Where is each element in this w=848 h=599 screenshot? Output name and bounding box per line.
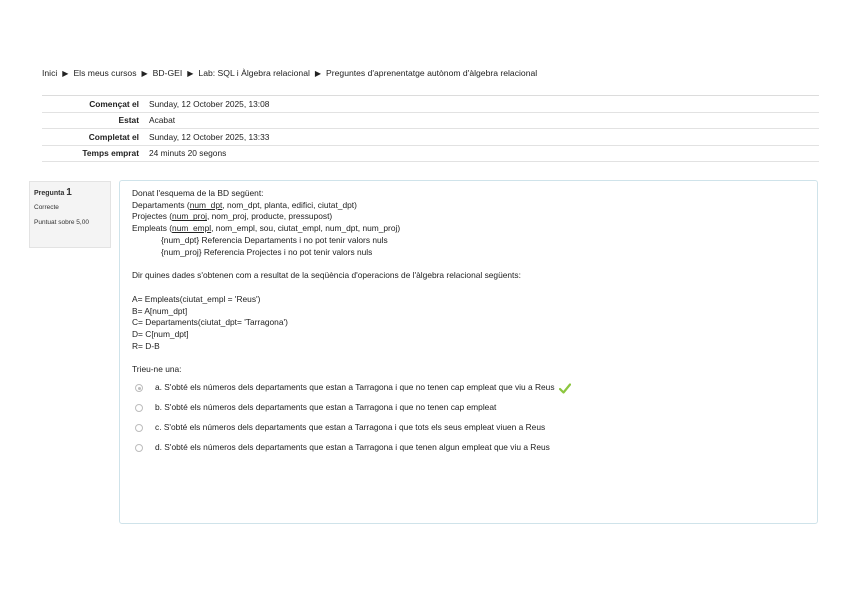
breadcrumb-my-courses[interactable]: Els meus cursos <box>73 68 137 78</box>
summary-value: Acabat <box>149 115 176 126</box>
operation-line: A= Empleats(ciutat_empl = 'Reus') <box>132 293 261 304</box>
breadcrumb <box>42 68 537 78</box>
schema-attributes: , nom_dpt, planta, edifici, ciutat_dpt) <box>222 199 357 210</box>
answer-option-text: d. S'obté els números dels departaments que estan a Tarragona i que tenen algun empleat que viu a Reus <box>155 442 550 453</box>
breadcrumb-home[interactable]: Inici <box>42 68 58 78</box>
schema-primary-key: num_dpt <box>189 199 223 210</box>
summary-value: 24 minuts 20 segons <box>149 148 227 159</box>
radio-button[interactable] <box>135 404 143 412</box>
schema-primary-key: num_proj <box>172 211 207 222</box>
question-info-panel <box>29 181 111 248</box>
attempt-summary-table <box>42 95 819 162</box>
breadcrumb-course[interactable]: BD-GEI <box>152 68 183 78</box>
question-intro: Donat l'esquema de la BD següent: <box>132 188 264 198</box>
answer-options <box>132 378 805 458</box>
question-number-value: 1 <box>66 187 72 198</box>
answer-option-text: b. S'obté els números dels departaments que estan a Tarragona i que no tenen cap empleat <box>155 402 497 413</box>
summary-label: Estat <box>118 115 139 126</box>
breadcrumb-separator-icon: ▶ <box>141 68 148 78</box>
breadcrumb-quiz[interactable]: Preguntes d'aprenentatge autònom d'àlgebra relacional <box>326 68 538 78</box>
question-prompt: Dir quines dades s'obtenen com a resultat de la seqüència d'operacions de l'àlgebra relacional següents: <box>132 270 521 281</box>
operation-line: C= Departaments(ciutat_dpt= 'Tarragona') <box>132 317 288 328</box>
schema-projectes: Projectes (num_proj, nom_proj, producte, pressupost) <box>132 211 333 222</box>
summary-value: Sunday, 12 October 2025, 13:33 <box>149 131 270 142</box>
summary-value: Sunday, 12 October 2025, 13:08 <box>149 98 270 109</box>
schema-primary-key: num_empl <box>172 223 212 234</box>
question-label: Pregunta <box>34 190 65 197</box>
schema-attributes: , nom_proj, producte, pressupost) <box>206 211 333 222</box>
operation-line: R= D-B <box>132 340 160 351</box>
correct-check-icon <box>559 383 571 394</box>
schema-table-name: Projectes <box>132 211 167 222</box>
radio-button[interactable] <box>135 424 143 432</box>
breadcrumb-separator-icon: ▶ <box>187 68 194 78</box>
answer-option-a[interactable] <box>132 378 805 398</box>
summary-label: Completat el <box>88 131 139 142</box>
schema-empleats: Empleats (num_empl, nom_empl, sou, ciutat_empl, num_dpt, num_proj) <box>132 223 401 234</box>
summary-row-started <box>42 96 819 113</box>
foreign-key-proj: {num_proj} Referencia Projectes i no pot tenir valors nuls <box>161 246 373 257</box>
answer-option-d[interactable] <box>132 438 805 458</box>
operation-line: B= A[num_dpt] <box>132 305 188 316</box>
choose-one-label: Trieu-ne una: <box>132 364 182 375</box>
radio-button-selected[interactable] <box>135 384 143 392</box>
schema-table-name: Empleats <box>132 223 167 234</box>
question-grade: Puntuat sobre 5,00 <box>34 219 89 226</box>
breadcrumb-separator-icon: ▶ <box>314 68 322 78</box>
question-content <box>119 180 818 524</box>
summary-label: Temps emprat <box>82 148 139 159</box>
summary-row-completed <box>42 129 819 146</box>
question-number <box>34 187 106 198</box>
radio-button[interactable] <box>135 444 143 452</box>
summary-label: Començat el <box>89 98 139 109</box>
answer-option-b[interactable] <box>132 398 805 418</box>
breadcrumb-section[interactable]: Lab: SQL i Àlgebra relacional <box>198 68 310 78</box>
foreign-key-dpt: {num_dpt} Referencia Departaments i no pot tenir valors nuls <box>161 234 388 245</box>
schema-departaments: Departaments (num_dpt, nom_dpt, planta, edifici, ciutat_dpt) <box>132 199 357 210</box>
schema-attributes: , nom_empl, sou, ciutat_empl, num_dpt, num_proj) <box>211 223 401 234</box>
schema-table-name: Departaments <box>132 199 185 210</box>
operation-line: D= C[num_dpt] <box>132 329 189 340</box>
answer-option-c[interactable] <box>132 418 805 438</box>
summary-row-time-taken <box>42 146 819 163</box>
answer-option-text: c. S'obté els números dels departaments que estan a Tarragona i que tots els seus empleat viuen a Reus <box>155 422 546 433</box>
question-state: Correcte <box>34 204 59 211</box>
answer-option-text: a. S'obté els números dels departaments que estan a Tarragona i que no tenen cap empleat que viu a Reus <box>155 382 555 393</box>
breadcrumb-separator-icon: ▶ <box>62 68 69 78</box>
summary-row-state <box>42 113 819 130</box>
